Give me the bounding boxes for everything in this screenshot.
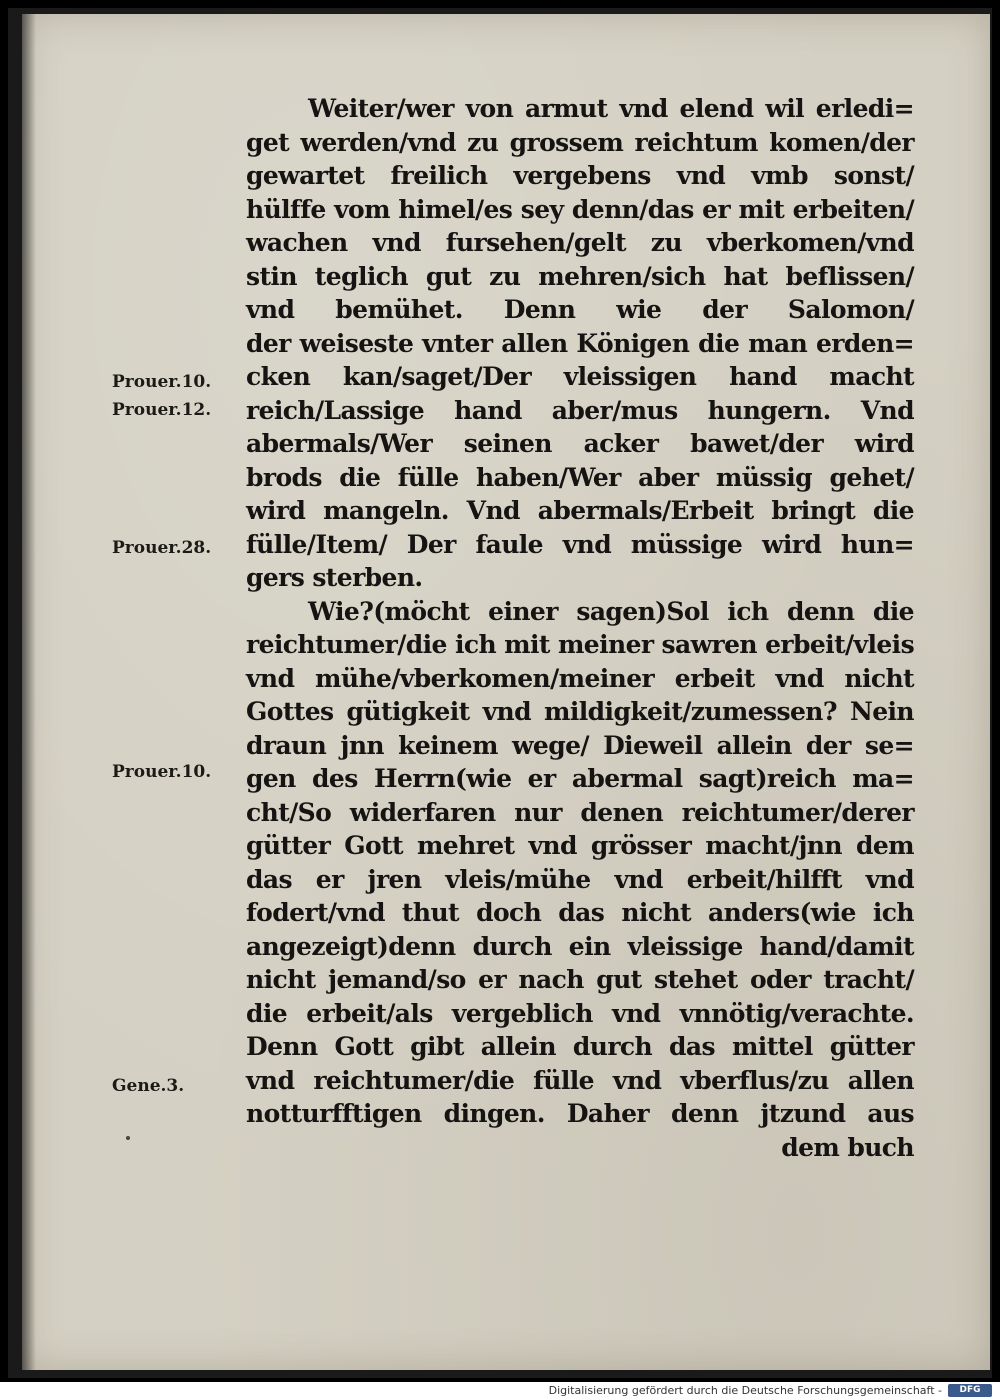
text-line: reich/Lassige hand aber/mus hungern. Vnd	[246, 395, 914, 425]
margin-note: Prouer.10.	[112, 372, 212, 392]
margin-note: Prouer.12.	[112, 400, 212, 420]
text-line: fülle/Item/ Der faule vnd müssige wird hun=	[246, 529, 914, 559]
text-line: Weiter/wer von armut vnd elend wil erledi=	[308, 94, 914, 123]
text-line: hülffe vom himel/es sey denn/das er mit erbeiten/	[246, 194, 914, 224]
margin-note: Gene.3.	[112, 1076, 185, 1096]
text-line: wird mangeln. Vnd abermals/Erbeit bringt die	[246, 496, 914, 525]
dfg-logo: DFG	[948, 1384, 992, 1397]
text-line: abermals/Wer seinen acker bawet/der wird	[246, 429, 914, 458]
funding-credit: Digitalisierung gefördert durch die Deutsche Forschungsgemeinschaft -	[548, 1384, 942, 1397]
text-line: reichtumer/die ich mit meiner sawren erbeit/vleis	[246, 630, 915, 659]
catchword: dem buch	[781, 1132, 914, 1162]
text-line: brods die fülle haben/Wer aber müssig gehet/	[246, 462, 914, 492]
text-line: gütter Gott mehret vnd grösser macht/jnn dem	[246, 831, 914, 860]
text-line: draun jnn keinem wege/ Dieweil allein der se=	[246, 730, 914, 760]
text-line: nicht jemand/so er nach gut stehet oder tracht/	[246, 965, 914, 994]
text-line: vnd bemühet. Denn wie der Salomon/	[246, 295, 914, 324]
text-line: fodert/vnd thut doch das nicht anders(wie ich	[246, 898, 914, 927]
ink-speck	[126, 1136, 130, 1140]
text-line: das er jren vleis/mühe vnd erbeit/hilfft vnd	[246, 864, 914, 894]
text-line: gen des Herrn(wie er abermal sagt)reich ma=	[246, 764, 914, 793]
text-line: vnd mühe/vberkomen/meiner erbeit vnd nicht	[246, 663, 914, 693]
text-line: gers sterben.	[246, 563, 423, 592]
text-line: Denn Gott gibt allein durch das mittel gütter	[246, 1032, 914, 1061]
text-line: angezeigt)denn durch ein vleissige hand/damit	[246, 931, 914, 961]
main-text-block	[246, 92, 914, 1164]
text-line: get werden/vnd zu grossem reichtum komen/der	[246, 127, 914, 157]
text-line: wachen vnd fursehen/gelt zu vberkomen/vnd	[246, 228, 914, 257]
text-line: cken kan/saget/Der vleissigen hand macht	[246, 362, 914, 391]
text-line: Wie?(möcht einer sagen)Sol ich denn die	[308, 596, 914, 626]
margin-note: Prouer.10.	[112, 762, 212, 782]
text-line: vnd reichtumer/die fülle vnd vberflus/zu allen	[246, 1065, 914, 1095]
text-line: Gottes gütigkeit vnd mildigkeit/zumessen? Nein	[246, 697, 914, 726]
text-line: gewartet freilich vergebens vnd vmb sonst/	[246, 161, 914, 190]
text-line: stin teglich gut zu mehren/sich hat beflissen/	[246, 261, 914, 291]
margin-note: Prouer.28.	[112, 538, 212, 558]
text-line: notturfftigen dingen. Daher denn jtzund aus	[246, 1099, 914, 1128]
page-gutter-shadow	[22, 14, 36, 1370]
text-line: die erbeit/als vergeblich vnd vnnötig/verachte.	[246, 998, 914, 1028]
text-line: der weiseste vnter allen Königen die man erden=	[246, 328, 914, 358]
text-line: cht/So widerfaren nur denen reichtumer/derer	[246, 797, 914, 827]
